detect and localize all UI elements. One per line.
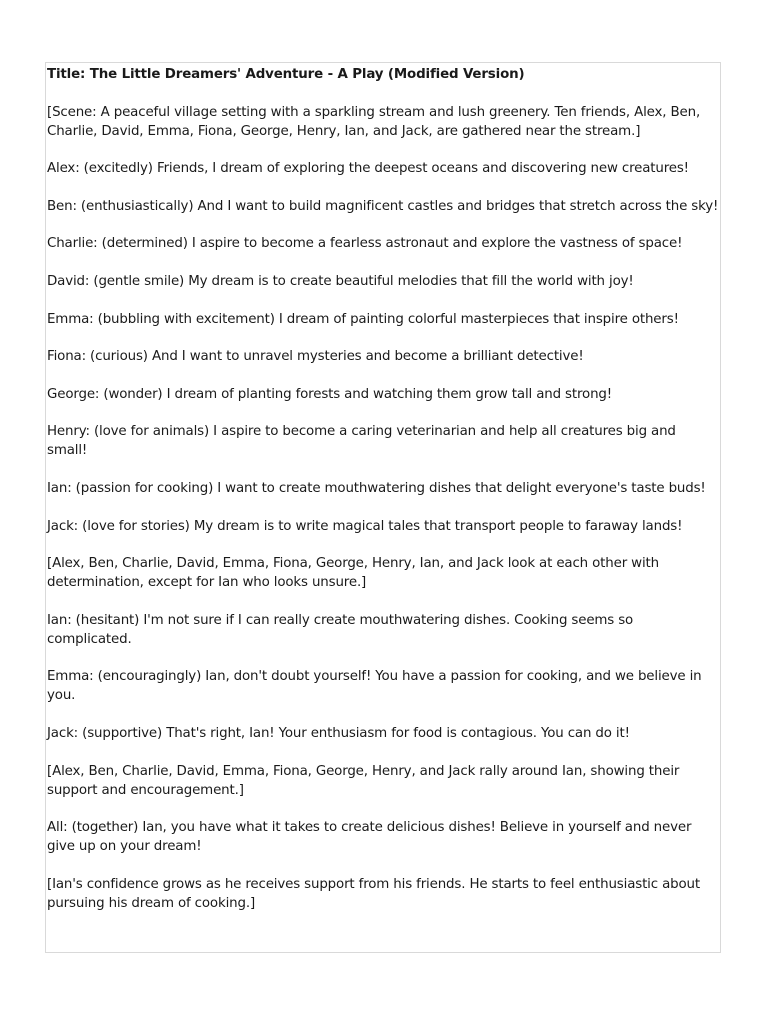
dialogue-line: Emma: (encouragingly) Ian, don't doubt yourself! You have a passion for cooking, and we believe in you. — [47, 669, 702, 704]
dialogue-line: Ian: (passion for cooking) I want to create mouthwatering dishes that delight everyone's taste buds! — [47, 480, 706, 496]
scene-direction: [Alex, Ben, Charlie, David, Emma, Fiona, George, Henry, Ian, and Jack look at each other with determination, except for Ian who looks unsure.] — [47, 556, 659, 591]
document-title: Title: The Little Dreamers' Adventure - A Play (Modified Version) — [47, 67, 525, 82]
dialogue-line: Jack: (love for stories) My dream is to write magical tales that transport people to faraway lands! — [47, 518, 683, 534]
dialogue-line: Alex: (excitedly) Friends, I dream of exploring the deepest oceans and discovering new creatures! — [47, 161, 689, 177]
document-page — [45, 62, 721, 953]
dialogue-line: Fiona: (curious) And I want to unravel mysteries and become a brilliant detective! — [47, 349, 584, 365]
dialogue-line: Ben: (enthusiastically) And I want to build magnificent castles and bridges that stretch across the sky! — [47, 198, 719, 214]
dialogue-line: David: (gentle smile) My dream is to create beautiful melodies that fill the world with joy! — [47, 273, 634, 289]
dialogue-line: Jack: (supportive) That's right, Ian! Your enthusiasm for food is contagious. You can do it! — [47, 725, 630, 741]
dialogue-line: Charlie: (determined) I aspire to become a fearless astronaut and explore the vastness of space! — [47, 236, 683, 252]
dialogue-line: Henry: (love for animals) I aspire to become a caring veterinarian and help all creatures big and small! — [47, 424, 676, 459]
scene-direction: [Alex, Ben, Charlie, David, Emma, Fiona, George, Henry, and Jack rally around Ian, showing their support and encouragement.] — [47, 763, 680, 798]
dialogue-line: George: (wonder) I dream of planting forests and watching them grow tall and strong! — [47, 386, 612, 402]
dialogue-line: Ian: (hesitant) I'm not sure if I can really create mouthwatering dishes. Cooking seems so complicated. — [47, 612, 634, 647]
document-body — [47, 65, 719, 913]
scene-direction: [Scene: A peaceful village setting with a sparkling stream and lush greenery. Ten friends, Alex, Ben, Charlie, David, Emma, Fiona, George, Henry, Ian, and Jack, are gathered near the stream.] — [47, 104, 701, 139]
scene-direction: [Ian's confidence grows as he receives support from his friends. He starts to feel enthusiastic about pursuing his dream of cooking.] — [47, 876, 700, 911]
dialogue-line: All: (together) Ian, you have what it takes to create delicious dishes! Believe in yourself and never give up on your dream! — [47, 820, 692, 855]
dialogue-line: Emma: (bubbling with excitement) I dream of painting colorful masterpieces that inspire others! — [47, 311, 679, 327]
